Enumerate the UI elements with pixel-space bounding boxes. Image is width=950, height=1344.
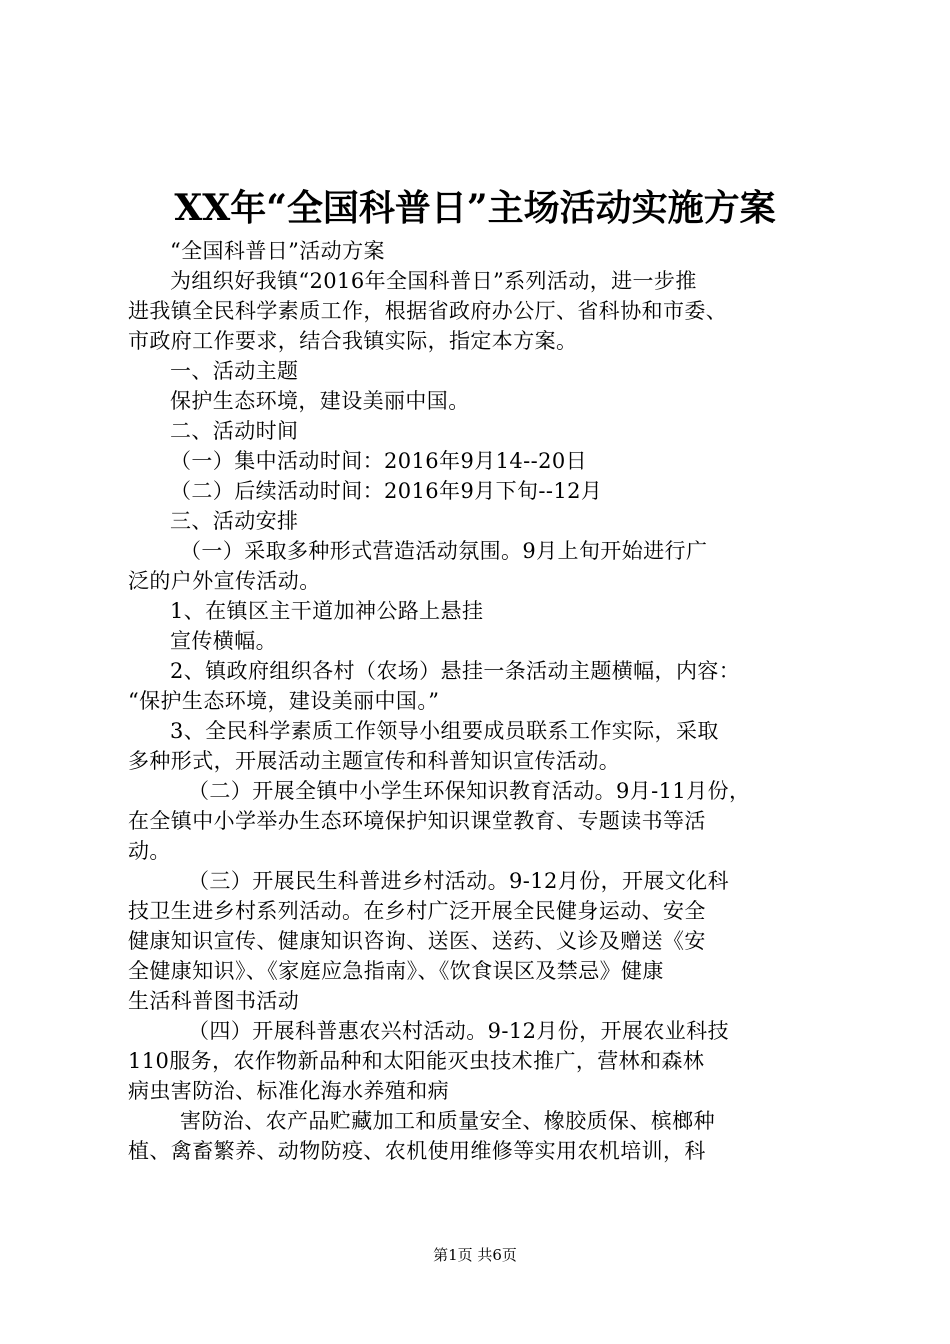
text-line: 技卫生进乡村系列活动。在乡村广泛开展全民健身运动、安全 — [128, 899, 706, 923]
text-line: （二）开展全镇中小学生环保知识教育活动。9月-11月份， — [188, 779, 751, 803]
text-line: 进我镇全民科学素质工作，根据省政府办公厅、省科协和市委、 — [128, 299, 728, 323]
text-line: 三、活动安排 — [170, 509, 299, 533]
text-line: “全国科普日”活动方案 — [170, 239, 385, 263]
text-line: 保护生态环境，建设美丽中国。 — [170, 389, 470, 413]
document-body — [128, 236, 838, 1166]
text-line: 泛的户外宣传活动。 — [128, 569, 321, 593]
text-line: 动。 — [128, 839, 171, 863]
text-line: 3、全民科学素质工作领导小组要成员联系工作实际，采取 — [170, 719, 719, 743]
text-line: 1、在镇区主干道加神公路上悬挂 — [170, 599, 484, 623]
text-line: 一、活动主题 — [170, 359, 299, 383]
text-line: （一）采取多种形式营造活动氛围。9月上旬开始进行广 — [180, 539, 708, 563]
text-line: （四）开展科普惠农兴村活动。9-12月份，开展农业科技 — [188, 1019, 729, 1043]
text-line: 市政府工作要求，结合我镇实际，指定本方案。 — [128, 329, 578, 353]
text-line: 害防治、农产品贮藏加工和质量安全、橡胶质保、槟榔种 — [180, 1109, 715, 1133]
text-line: 生活科普图书活动 — [128, 989, 300, 1013]
document-title: XX年“全国科普日”主场活动实施方案 — [174, 187, 776, 229]
text-line: 110服务，农作物新品种和太阳能灭虫技术推广，营林和森林 — [128, 1049, 705, 1073]
text-line: 多种形式，开展活动主题宣传和科普知识宣传活动。 — [128, 749, 621, 773]
text-line: 2、镇政府组织各村（农场）悬挂一条活动主题横幅，内容： — [170, 659, 741, 683]
text-line: （二）后续活动时间：2016年9月下旬--12月 — [170, 479, 603, 503]
text-line: “保护生态环境，建设美丽中国。” — [128, 689, 440, 713]
text-line: 二、活动时间 — [170, 419, 299, 443]
text-line: 健康知识宣传、健康知识咨询、送医、送药、义诊及赠送《安 — [128, 929, 706, 953]
text-line: 全健康知识》、《家庭应急指南》、《饮食误区及禁忌》健康 — [128, 959, 664, 983]
text-line: 在全镇中小学举办生态环境保护知识课堂教育、专题读书等活 — [128, 809, 706, 833]
page-footer: 第1页 共6页 — [433, 1246, 517, 1264]
text-line: 为组织好我镇“2016年全国科普日”系列活动，进一步推 — [170, 269, 697, 293]
text-line: 植、禽畜繁养、动物防疫、农机使用维修等实用农机培训，科 — [128, 1139, 706, 1163]
text-line: （三）开展民生科普进乡村活动。9-12月份，开展文化科 — [188, 869, 729, 893]
text-line: 宣传横幅。 — [170, 629, 277, 653]
text-line: （一）集中活动时间：2016年9月14--20日 — [170, 449, 588, 473]
text-line: 病虫害防治、标准化海水养殖和病 — [128, 1079, 449, 1103]
